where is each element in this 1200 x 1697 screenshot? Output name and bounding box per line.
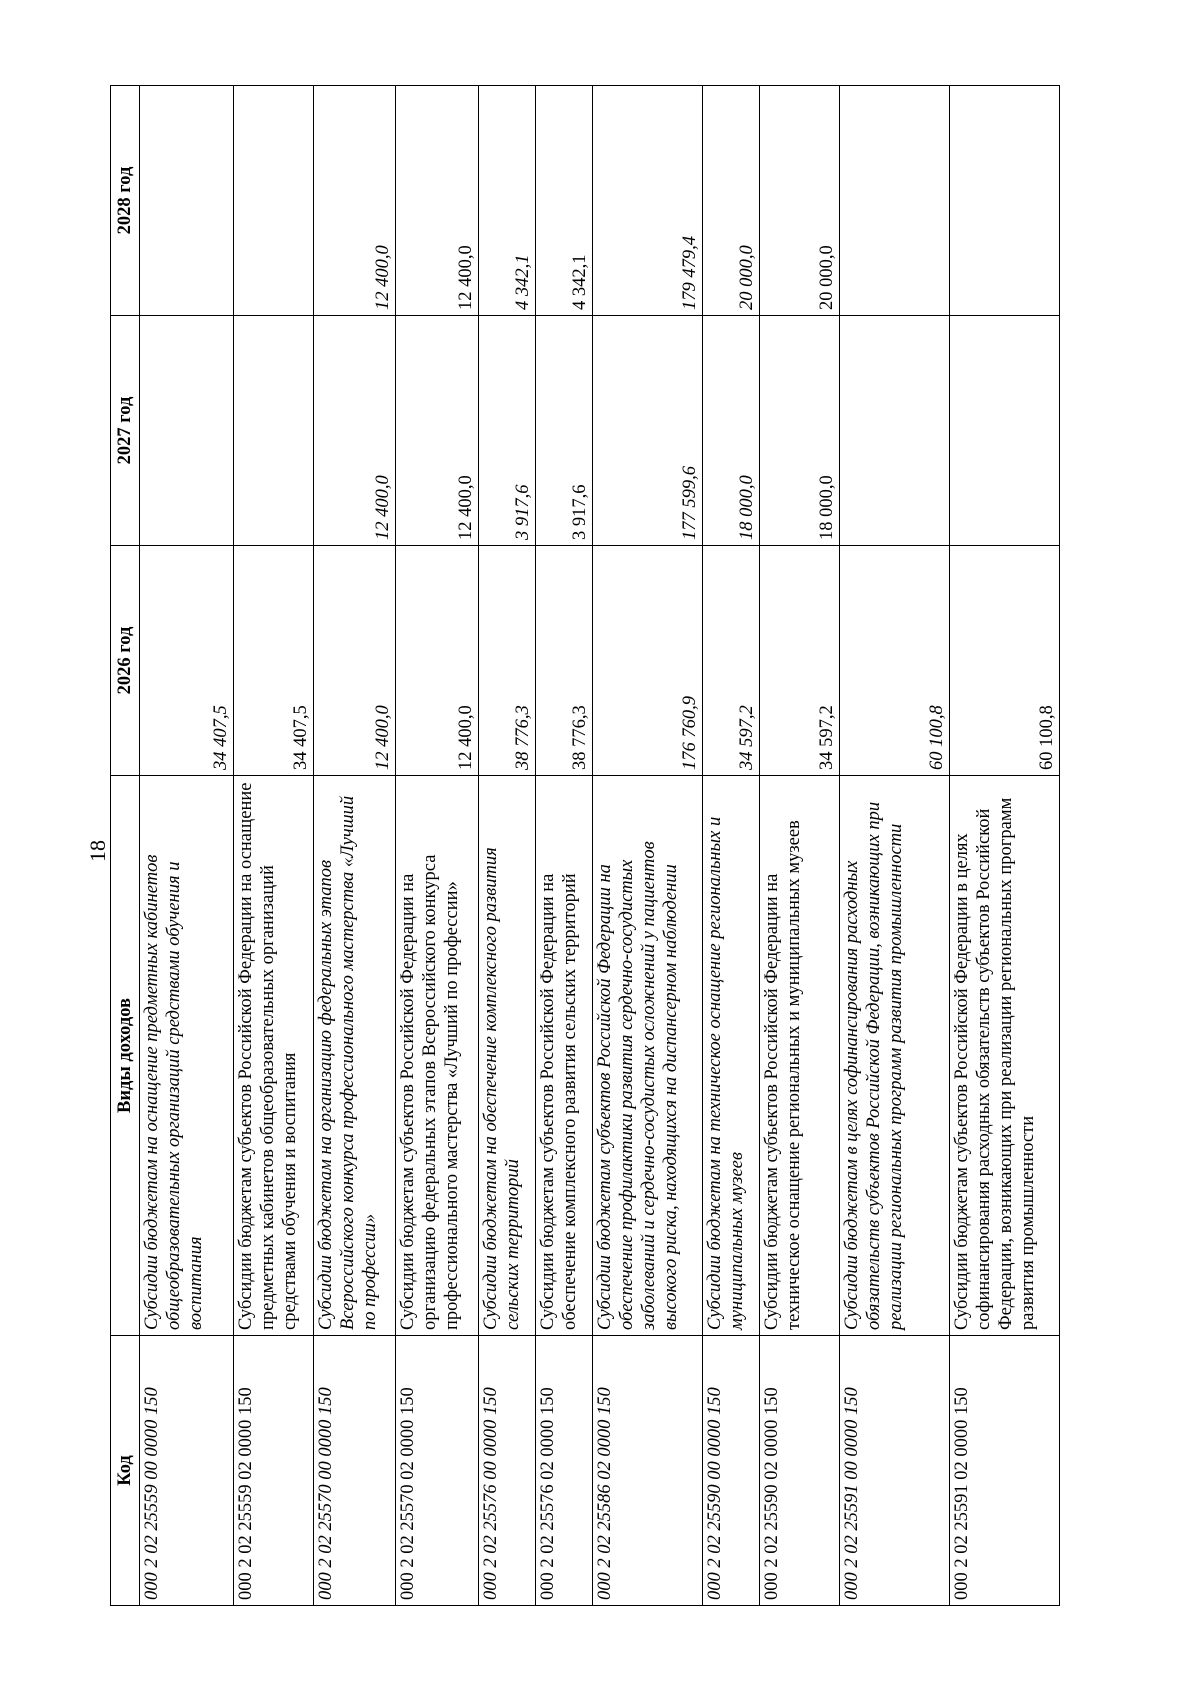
cell-kind: Субсидии бюджетам на организацию федеральных этапов Всероссийского конкурса профессионального мастерства «Лучший по профессии» — [313, 776, 395, 1336]
cell-kind: Субсидии бюджетам субъектов Российской Федерации на обеспечение профилактики развития сердечно-сосудистых заболеваний и сердечно-сосудистых осложнений у пациентов высокого риска, находящихся на диспансерном наблюдении — [593, 776, 703, 1336]
cell-2027: 18 000,0 — [760, 316, 840, 546]
cell-2026: 12 400,0 — [313, 546, 395, 776]
cell-kind: Субсидии бюджетам на техническое оснащение региональных и муниципальных музеев — [702, 776, 759, 1336]
table-row — [840, 86, 950, 1606]
table-row — [760, 86, 840, 1606]
rotated-table-wrapper — [110, 86, 1060, 1606]
cell-2028 — [140, 86, 234, 316]
cell-2028 — [950, 86, 1060, 316]
table-row — [313, 86, 395, 1606]
cell-kind: Субсидии бюджетам в целях софинансирования расходных обязательств субъектов Российской Федерации, возникающих при реализации региональных программ развития промышленности — [840, 776, 950, 1336]
cell-2027 — [140, 316, 234, 546]
cell-2028 — [233, 86, 313, 316]
cell-code: 000 2 02 25591 02 0000 150 — [950, 1336, 1060, 1606]
cell-2027: 12 400,0 — [396, 316, 478, 546]
cell-2027: 3 917,6 — [478, 316, 535, 546]
cell-2028: 4 342,1 — [535, 86, 592, 316]
cell-kind: Субсидии бюджетам субъектов Российской Федерации на оснащение предметных кабинетов общеобразовательных организаций средствами обучения и воспитания — [233, 776, 313, 1336]
cell-2028: 4 342,1 — [478, 86, 535, 316]
table-row — [233, 86, 313, 1606]
cell-2028: 20 000,0 — [702, 86, 759, 316]
cell-2026: 12 400,0 — [396, 546, 478, 776]
cell-kind: Субсидии бюджетам субъектов Российской Федерации в целях софинансирования расходных обязательств субъектов Российской Федерации, возникающих при реализации региональных программ развития промышленности — [950, 776, 1060, 1336]
table-row — [396, 86, 478, 1606]
header-code: Код — [111, 1336, 140, 1606]
cell-2027: 18 000,0 — [702, 316, 759, 546]
cell-kind: Субсидии бюджетам на оснащение предметных кабинетов общеобразовательных организаций средствами обучения и воспитания — [140, 776, 234, 1336]
cell-2026: 38 776,3 — [478, 546, 535, 776]
cell-code: 000 2 02 25559 00 0000 150 — [140, 1336, 234, 1606]
cell-2028: 12 400,0 — [313, 86, 395, 316]
revenue-table — [110, 85, 1060, 1606]
cell-2026: 34 407,5 — [233, 546, 313, 776]
cell-2027: 3 917,6 — [535, 316, 592, 546]
cell-code: 000 2 02 25576 00 0000 150 — [478, 1336, 535, 1606]
cell-kind: Субсидии бюджетам субъектов Российской Федерации на техническое оснащение региональных и муниципальных музеев — [760, 776, 840, 1336]
header-2027: 2027 год — [111, 316, 140, 546]
cell-2026: 34 597,2 — [760, 546, 840, 776]
cell-code: 000 2 02 25590 02 0000 150 — [760, 1336, 840, 1606]
cell-code: 000 2 02 25590 00 0000 150 — [702, 1336, 759, 1606]
table-row — [535, 86, 592, 1606]
cell-2027 — [950, 316, 1060, 546]
cell-code: 000 2 02 25591 00 0000 150 — [840, 1336, 950, 1606]
cell-code: 000 2 02 25570 00 0000 150 — [313, 1336, 395, 1606]
table-row — [140, 86, 234, 1606]
table-row — [950, 86, 1060, 1606]
cell-2028: 179 479,4 — [593, 86, 703, 316]
cell-kind: Субсидии бюджетам субъектов Российской Федерации на обеспечение комплексного развития сельских территорий — [535, 776, 592, 1336]
header-kind: Виды доходов — [111, 776, 140, 1336]
table-row — [702, 86, 759, 1606]
table-body — [140, 86, 1060, 1606]
header-2026: 2026 год — [111, 546, 140, 776]
cell-2028 — [840, 86, 950, 316]
cell-2026: 38 776,3 — [535, 546, 592, 776]
cell-2026: 60 100,8 — [950, 546, 1060, 776]
cell-2026: 34 407,5 — [140, 546, 234, 776]
cell-2026: 60 100,8 — [840, 546, 950, 776]
cell-2028: 12 400,0 — [396, 86, 478, 316]
cell-code: 000 2 02 25570 02 0000 150 — [396, 1336, 478, 1606]
cell-2027 — [840, 316, 950, 546]
table-row — [478, 86, 535, 1606]
cell-2027 — [233, 316, 313, 546]
cell-2026: 176 760,9 — [593, 546, 703, 776]
cell-kind: Субсидии бюджетам субъектов Российской Федерации на организацию федеральных этапов Всероссийского конкурса профессионального мастерства «Лучший по профессии» — [396, 776, 478, 1336]
cell-2028: 20 000,0 — [760, 86, 840, 316]
cell-code: 000 2 02 25576 02 0000 150 — [535, 1336, 592, 1606]
table-row — [593, 86, 703, 1606]
cell-2026: 34 597,2 — [702, 546, 759, 776]
cell-2027: 177 599,6 — [593, 316, 703, 546]
page-number: 18 — [85, 840, 110, 862]
cell-code: 000 2 02 25586 02 0000 150 — [593, 1336, 703, 1606]
cell-2027: 12 400,0 — [313, 316, 395, 546]
cell-code: 000 2 02 25559 02 0000 150 — [233, 1336, 313, 1606]
table-header-row — [111, 86, 140, 1606]
header-2028: 2028 год — [111, 86, 140, 316]
cell-kind: Субсидии бюджетам на обеспечение комплексного развития сельских территорий — [478, 776, 535, 1336]
